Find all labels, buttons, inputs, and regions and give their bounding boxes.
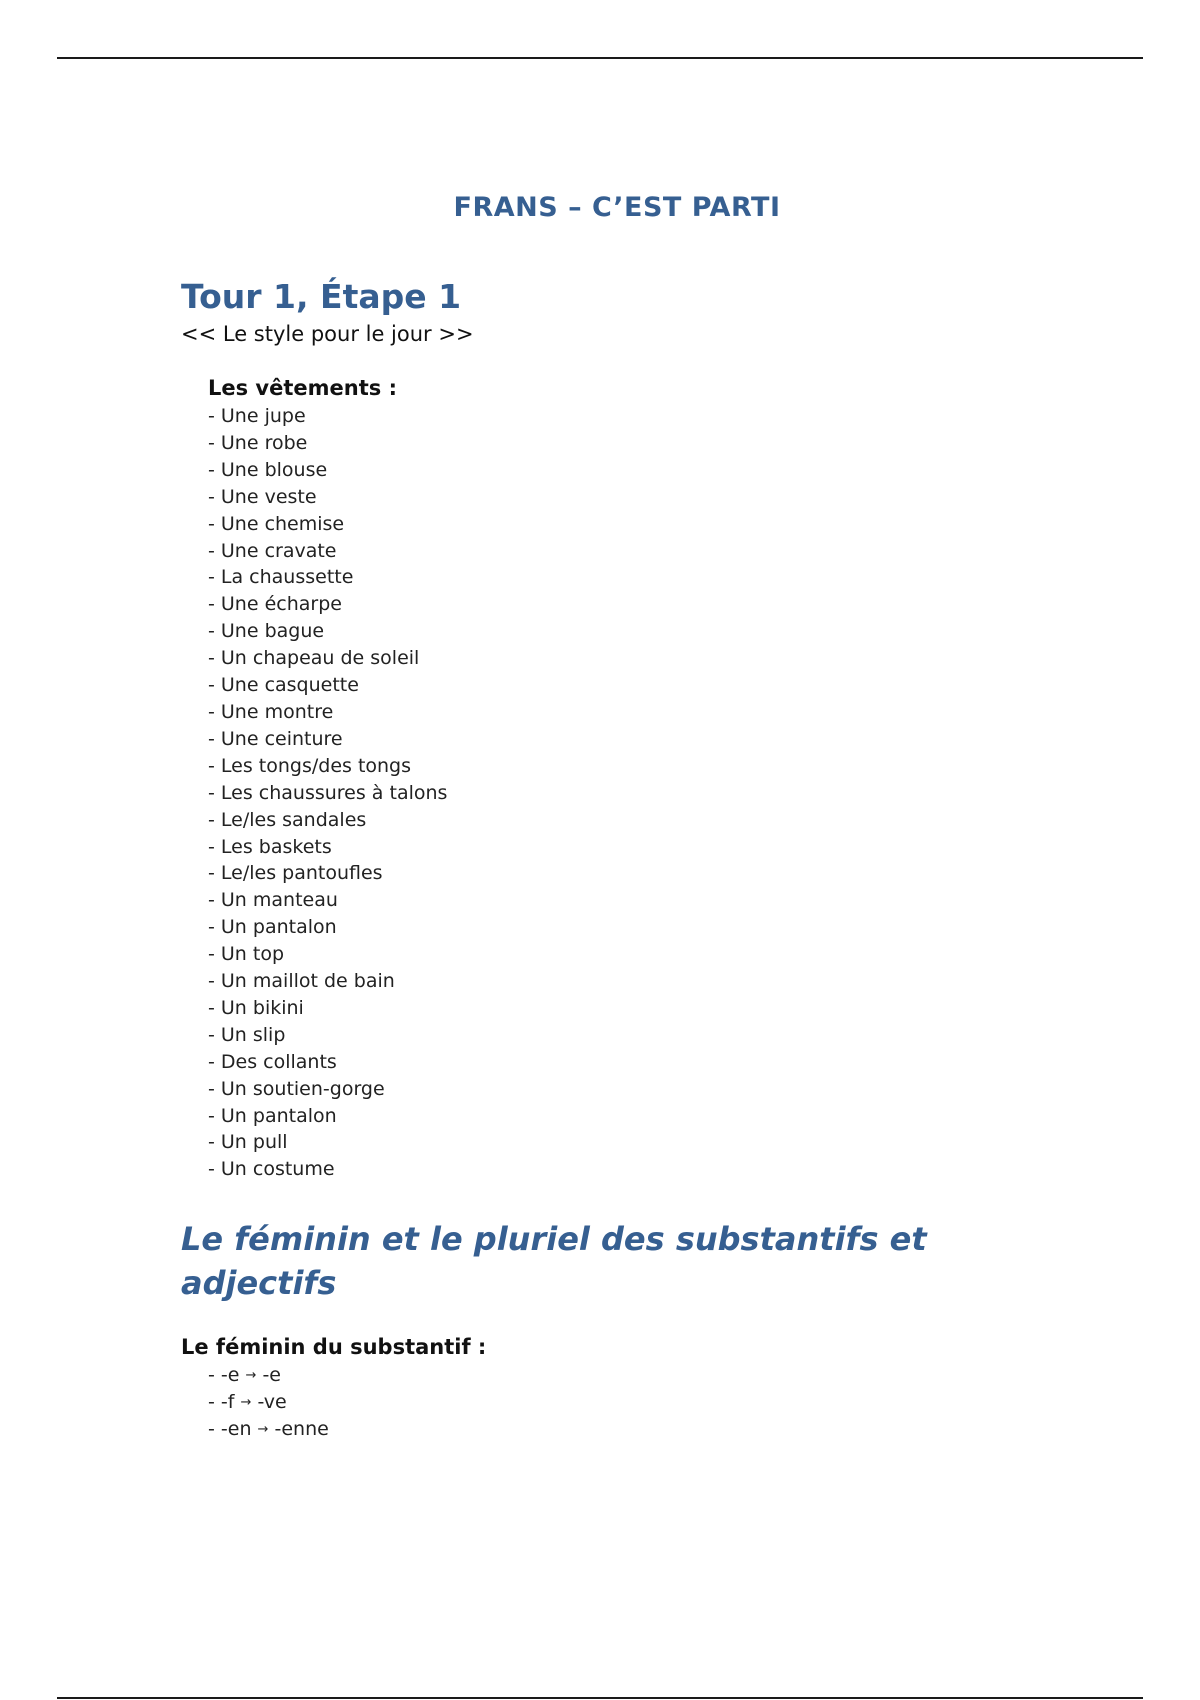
header-rule bbox=[57, 57, 1143, 59]
section-heading-tour: Tour 1, Étape 1 bbox=[181, 277, 462, 316]
vocabulary-block bbox=[181, 373, 1081, 1183]
vocabulary-item: - Une casquette bbox=[208, 674, 359, 697]
rule-heading: Le féminin du substantif : bbox=[181, 1334, 487, 1359]
vocabulary-item: - Un slip bbox=[208, 1023, 286, 1046]
vocabulary-list bbox=[208, 403, 1081, 1183]
vocabulary-item: - Une chemise bbox=[208, 512, 345, 535]
vocabulary-item: - Un manteau bbox=[208, 889, 338, 912]
vocabulary-item: - Une blouse bbox=[208, 458, 328, 481]
vocabulary-item: - Une cravate bbox=[208, 539, 337, 562]
vocabulary-item: - Une robe bbox=[208, 431, 308, 454]
vocabulary-item: - Un pantalon bbox=[208, 1104, 337, 1127]
vocabulary-item: - Un top bbox=[208, 943, 285, 966]
vocabulary-item: - Un bikini bbox=[208, 996, 304, 1019]
section-heading-feminin: Le féminin et le pluriel des substantifs et adjectifs bbox=[181, 1220, 927, 1303]
section-subtitle: << Le style pour le jour >> bbox=[181, 322, 474, 346]
rule-from: - -en bbox=[208, 1417, 252, 1440]
vocabulary-item: - Le/les sandales bbox=[208, 808, 367, 831]
rule-from: - -f bbox=[208, 1390, 235, 1413]
arrow-right-icon: → bbox=[240, 1394, 252, 1410]
vocabulary-item: - Une ceinture bbox=[208, 727, 343, 750]
footer-rule bbox=[57, 1697, 1143, 1699]
rule-to: -e bbox=[262, 1363, 281, 1386]
vocabulary-item: - Les chaussures à talons bbox=[208, 781, 448, 804]
rule-to: -enne bbox=[274, 1417, 329, 1440]
vocabulary-item: - Le/les pantoufles bbox=[208, 862, 383, 885]
rule-item bbox=[208, 1362, 1081, 1389]
vocabulary-item: - Une écharpe bbox=[208, 593, 342, 616]
arrow-right-icon: → bbox=[257, 1421, 269, 1437]
arrow-right-icon: → bbox=[245, 1367, 257, 1383]
vocabulary-item: - Les baskets bbox=[208, 835, 332, 858]
vocabulary-item: - Un costume bbox=[208, 1158, 335, 1181]
rule-list bbox=[181, 1362, 1081, 1443]
vocabulary-item: - Un chapeau de soleil bbox=[208, 647, 420, 670]
document-body bbox=[181, 275, 1081, 1443]
vocabulary-item: - Les tongs/des tongs bbox=[208, 754, 412, 777]
vocabulary-item: - Un soutien-gorge bbox=[208, 1077, 385, 1100]
rule-item bbox=[208, 1389, 1081, 1416]
vocabulary-item: - Une montre bbox=[208, 700, 334, 723]
vocabulary-item: - Un maillot de bain bbox=[208, 970, 395, 993]
document-title: FRANS – C’EST PARTI bbox=[453, 192, 781, 223]
rule-from: - -e bbox=[208, 1363, 240, 1386]
vocabulary-item: - Un pantalon bbox=[208, 916, 337, 939]
rule-item bbox=[208, 1416, 1081, 1443]
vocabulary-item: - Une jupe bbox=[208, 405, 306, 427]
vocabulary-item: - Des collants bbox=[208, 1050, 337, 1073]
vocabulary-item: - Une veste bbox=[208, 485, 317, 508]
vocabulary-item: - Un pull bbox=[208, 1131, 288, 1154]
vocabulary-heading: Les vêtements : bbox=[208, 376, 397, 400]
rule-to: -ve bbox=[257, 1390, 287, 1413]
vocabulary-item: - Une bague bbox=[208, 620, 325, 643]
vocabulary-item: - La chaussette bbox=[208, 566, 354, 589]
